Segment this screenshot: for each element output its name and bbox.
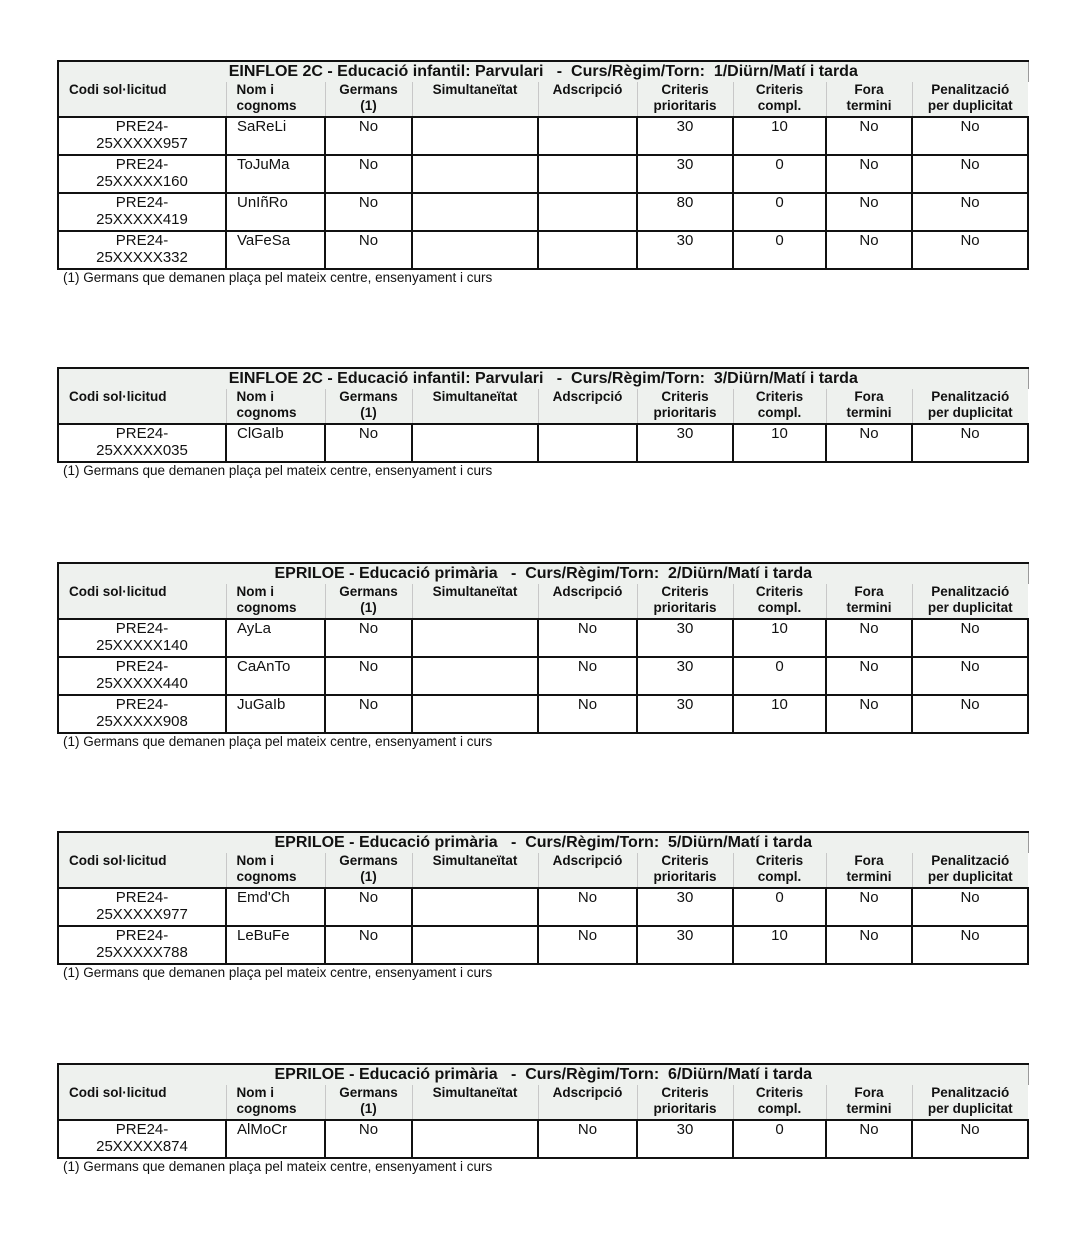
- cell-nom: SaReLi: [226, 117, 325, 155]
- footnote: (1) Germans que demanen plaça pel mateix centre, ensenyament i curs: [63, 270, 493, 285]
- cell-compl: 0: [733, 657, 826, 695]
- cell-compl: 10: [733, 695, 826, 733]
- header-nom: Nom i cognoms: [226, 389, 325, 424]
- header-germans: Germans (1): [325, 853, 412, 888]
- cell-prioritaris: 30: [637, 1120, 733, 1158]
- header-adscripcio: Adscripció: [538, 1085, 637, 1120]
- cell-compl: 10: [733, 926, 826, 964]
- header-nom: Nom i cognoms: [226, 584, 325, 619]
- cell-codi: PRE24- 25XXXXX788: [58, 926, 226, 964]
- cell-codi: PRE24- 25XXXXX332: [58, 231, 226, 269]
- cell-fora: No: [826, 155, 912, 193]
- cell-penal: No: [912, 695, 1028, 733]
- cell-fora: No: [826, 619, 912, 657]
- footnote: (1) Germans que demanen plaça pel mateix centre, ensenyament i curs: [63, 463, 493, 478]
- header-nom: Nom i cognoms: [226, 853, 325, 888]
- admission-table-block: [57, 562, 1027, 750]
- cell-codi: PRE24- 25XXXXX874: [58, 1120, 226, 1158]
- cell-prioritaris: 30: [637, 231, 733, 269]
- cell-adscripcio: No: [538, 619, 637, 657]
- table-row: [58, 424, 1028, 462]
- header-prioritaris: Criteris prioritaris: [637, 82, 733, 117]
- cell-compl: 0: [733, 1120, 826, 1158]
- header-nom: Nom i cognoms: [226, 1085, 325, 1120]
- cell-germans: No: [325, 1120, 412, 1158]
- cell-nom: AyLa: [226, 619, 325, 657]
- footnote: (1) Germans que demanen plaça pel mateix centre, ensenyament i curs: [63, 965, 493, 980]
- cell-nom: VaFeSa: [226, 231, 325, 269]
- cell-adscripcio: No: [538, 657, 637, 695]
- cell-codi: PRE24- 25XXXXX419: [58, 193, 226, 231]
- table-row: [58, 695, 1028, 733]
- cell-penal: No: [912, 155, 1028, 193]
- header-germans: Germans (1): [325, 389, 412, 424]
- cell-compl: 0: [733, 231, 826, 269]
- header-simultaneitat: Simultaneïtat: [412, 82, 538, 117]
- cell-germans: No: [325, 117, 412, 155]
- table-row: [58, 155, 1028, 193]
- header-adscripcio: Adscripció: [538, 853, 637, 888]
- header-codi: Codi sol·licitud: [58, 584, 226, 619]
- header-fora: Fora termini: [826, 584, 912, 619]
- cell-penal: No: [912, 424, 1028, 462]
- cell-fora: No: [826, 695, 912, 733]
- header-adscripcio: Adscripció: [538, 389, 637, 424]
- cell-compl: 0: [733, 155, 826, 193]
- cell-compl: 10: [733, 117, 826, 155]
- cell-simultaneitat: [412, 117, 538, 155]
- header-penal: Penalització per duplicitat: [912, 1085, 1028, 1120]
- header-compl: Criteris compl.: [733, 82, 826, 117]
- cell-prioritaris: 30: [637, 657, 733, 695]
- cell-penal: No: [912, 231, 1028, 269]
- table-row: [58, 926, 1028, 964]
- cell-adscripcio: No: [538, 1120, 637, 1158]
- admission-table: [57, 1063, 1029, 1159]
- cell-prioritaris: 30: [637, 619, 733, 657]
- cell-codi: PRE24- 25XXXXX908: [58, 695, 226, 733]
- cell-simultaneitat: [412, 155, 538, 193]
- table-row: [58, 1120, 1028, 1158]
- cell-simultaneitat: [412, 1120, 538, 1158]
- cell-adscripcio: No: [538, 888, 637, 926]
- cell-prioritaris: 80: [637, 193, 733, 231]
- cell-fora: No: [826, 231, 912, 269]
- cell-simultaneitat: [412, 926, 538, 964]
- cell-nom: ToJuMa: [226, 155, 325, 193]
- cell-compl: 0: [733, 193, 826, 231]
- cell-compl: 10: [733, 619, 826, 657]
- cell-fora: No: [826, 926, 912, 964]
- cell-penal: No: [912, 1120, 1028, 1158]
- cell-germans: No: [325, 619, 412, 657]
- cell-germans: No: [325, 695, 412, 733]
- header-adscripcio: Adscripció: [538, 82, 637, 117]
- cell-prioritaris: 30: [637, 424, 733, 462]
- header-penal: Penalització per duplicitat: [912, 853, 1028, 888]
- admission-table: [57, 60, 1029, 270]
- cell-adscripcio: [538, 155, 637, 193]
- header-compl: Criteris compl.: [733, 1085, 826, 1120]
- cell-adscripcio: [538, 193, 637, 231]
- header-codi: Codi sol·licitud: [58, 1085, 226, 1120]
- admission-table-block: [57, 831, 1027, 981]
- cell-simultaneitat: [412, 619, 538, 657]
- cell-compl: 10: [733, 424, 826, 462]
- header-simultaneitat: Simultaneïtat: [412, 389, 538, 424]
- header-prioritaris: Criteris prioritaris: [637, 853, 733, 888]
- cell-nom: JuGaIb: [226, 695, 325, 733]
- header-germans: Germans (1): [325, 82, 412, 117]
- header-prioritaris: Criteris prioritaris: [637, 389, 733, 424]
- admission-table-block: [57, 1063, 1027, 1175]
- cell-codi: PRE24- 25XXXXX035: [58, 424, 226, 462]
- cell-prioritaris: 30: [637, 155, 733, 193]
- cell-compl: 0: [733, 888, 826, 926]
- cell-nom: LeBuFe: [226, 926, 325, 964]
- table-row: [58, 657, 1028, 695]
- header-nom: Nom i cognoms: [226, 82, 325, 117]
- header-penal: Penalització per duplicitat: [912, 584, 1028, 619]
- footnote: (1) Germans que demanen plaça pel mateix centre, ensenyament i curs: [63, 734, 493, 749]
- cell-simultaneitat: [412, 424, 538, 462]
- header-penal: Penalització per duplicitat: [912, 82, 1028, 117]
- cell-prioritaris: 30: [637, 926, 733, 964]
- cell-adscripcio: No: [538, 926, 637, 964]
- footnote: (1) Germans que demanen plaça pel mateix centre, ensenyament i curs: [63, 1159, 493, 1174]
- cell-germans: No: [325, 888, 412, 926]
- cell-simultaneitat: [412, 193, 538, 231]
- header-simultaneitat: Simultaneïtat: [412, 1085, 538, 1120]
- admission-table-block: [57, 367, 1027, 479]
- header-prioritaris: Criteris prioritaris: [637, 584, 733, 619]
- cell-codi: PRE24- 25XXXXX977: [58, 888, 226, 926]
- table-title: EINFLOE 2C - Educació infantil: Parvulari - Curs/Règim/Torn: 1/Diürn/Matí i tarda: [58, 61, 1028, 82]
- header-fora: Fora termini: [826, 389, 912, 424]
- header-simultaneitat: Simultaneïtat: [412, 853, 538, 888]
- table-title: EINFLOE 2C - Educació infantil: Parvulari - Curs/Règim/Torn: 3/Diürn/Matí i tarda: [58, 368, 1028, 389]
- cell-prioritaris: 30: [637, 695, 733, 733]
- cell-nom: AlMoCr: [226, 1120, 325, 1158]
- cell-fora: No: [826, 657, 912, 695]
- cell-fora: No: [826, 424, 912, 462]
- cell-fora: No: [826, 1120, 912, 1158]
- cell-nom: ClGaIb: [226, 424, 325, 462]
- cell-simultaneitat: [412, 231, 538, 269]
- cell-fora: No: [826, 193, 912, 231]
- table-row: [58, 193, 1028, 231]
- header-codi: Codi sol·licitud: [58, 82, 226, 117]
- cell-codi: PRE24- 25XXXXX440: [58, 657, 226, 695]
- header-compl: Criteris compl.: [733, 389, 826, 424]
- cell-nom: Emd'Ch: [226, 888, 325, 926]
- cell-codi: PRE24- 25XXXXX160: [58, 155, 226, 193]
- table-row: [58, 619, 1028, 657]
- cell-nom: CaAnTo: [226, 657, 325, 695]
- cell-germans: No: [325, 424, 412, 462]
- table-row: [58, 117, 1028, 155]
- header-fora: Fora termini: [826, 1085, 912, 1120]
- cell-germans: No: [325, 231, 412, 269]
- header-codi: Codi sol·licitud: [58, 389, 226, 424]
- cell-fora: No: [826, 117, 912, 155]
- cell-penal: No: [912, 619, 1028, 657]
- table-row: [58, 888, 1028, 926]
- cell-germans: No: [325, 926, 412, 964]
- cell-simultaneitat: [412, 695, 538, 733]
- cell-prioritaris: 30: [637, 888, 733, 926]
- header-compl: Criteris compl.: [733, 584, 826, 619]
- cell-penal: No: [912, 117, 1028, 155]
- table-title: EPRILOE - Educació primària - Curs/Règim/Torn: 6/Diürn/Matí i tarda: [58, 1064, 1028, 1085]
- cell-germans: No: [325, 657, 412, 695]
- admission-table: [57, 367, 1029, 463]
- cell-adscripcio: No: [538, 695, 637, 733]
- cell-nom: UnIñRo: [226, 193, 325, 231]
- header-adscripcio: Adscripció: [538, 584, 637, 619]
- cell-adscripcio: [538, 231, 637, 269]
- cell-penal: No: [912, 926, 1028, 964]
- cell-germans: No: [325, 155, 412, 193]
- header-prioritaris: Criteris prioritaris: [637, 1085, 733, 1120]
- table-title: EPRILOE - Educació primària - Curs/Règim/Torn: 5/Diürn/Matí i tarda: [58, 832, 1028, 853]
- cell-codi: PRE24- 25XXXXX140: [58, 619, 226, 657]
- table-title: EPRILOE - Educació primària - Curs/Règim/Torn: 2/Diürn/Matí i tarda: [58, 563, 1028, 584]
- cell-germans: No: [325, 193, 412, 231]
- cell-adscripcio: [538, 424, 637, 462]
- cell-penal: No: [912, 657, 1028, 695]
- cell-adscripcio: [538, 117, 637, 155]
- header-simultaneitat: Simultaneïtat: [412, 584, 538, 619]
- admission-table-block: [57, 60, 1027, 286]
- cell-fora: No: [826, 888, 912, 926]
- admission-table: [57, 831, 1029, 965]
- table-row: [58, 231, 1028, 269]
- header-penal: Penalització per duplicitat: [912, 389, 1028, 424]
- header-fora: Fora termini: [826, 82, 912, 117]
- cell-prioritaris: 30: [637, 117, 733, 155]
- header-compl: Criteris compl.: [733, 853, 826, 888]
- admission-table: [57, 562, 1029, 734]
- header-germans: Germans (1): [325, 584, 412, 619]
- cell-codi: PRE24- 25XXXXX957: [58, 117, 226, 155]
- cell-penal: No: [912, 193, 1028, 231]
- cell-simultaneitat: [412, 657, 538, 695]
- header-fora: Fora termini: [826, 853, 912, 888]
- header-germans: Germans (1): [325, 1085, 412, 1120]
- cell-simultaneitat: [412, 888, 538, 926]
- header-codi: Codi sol·licitud: [58, 853, 226, 888]
- cell-penal: No: [912, 888, 1028, 926]
